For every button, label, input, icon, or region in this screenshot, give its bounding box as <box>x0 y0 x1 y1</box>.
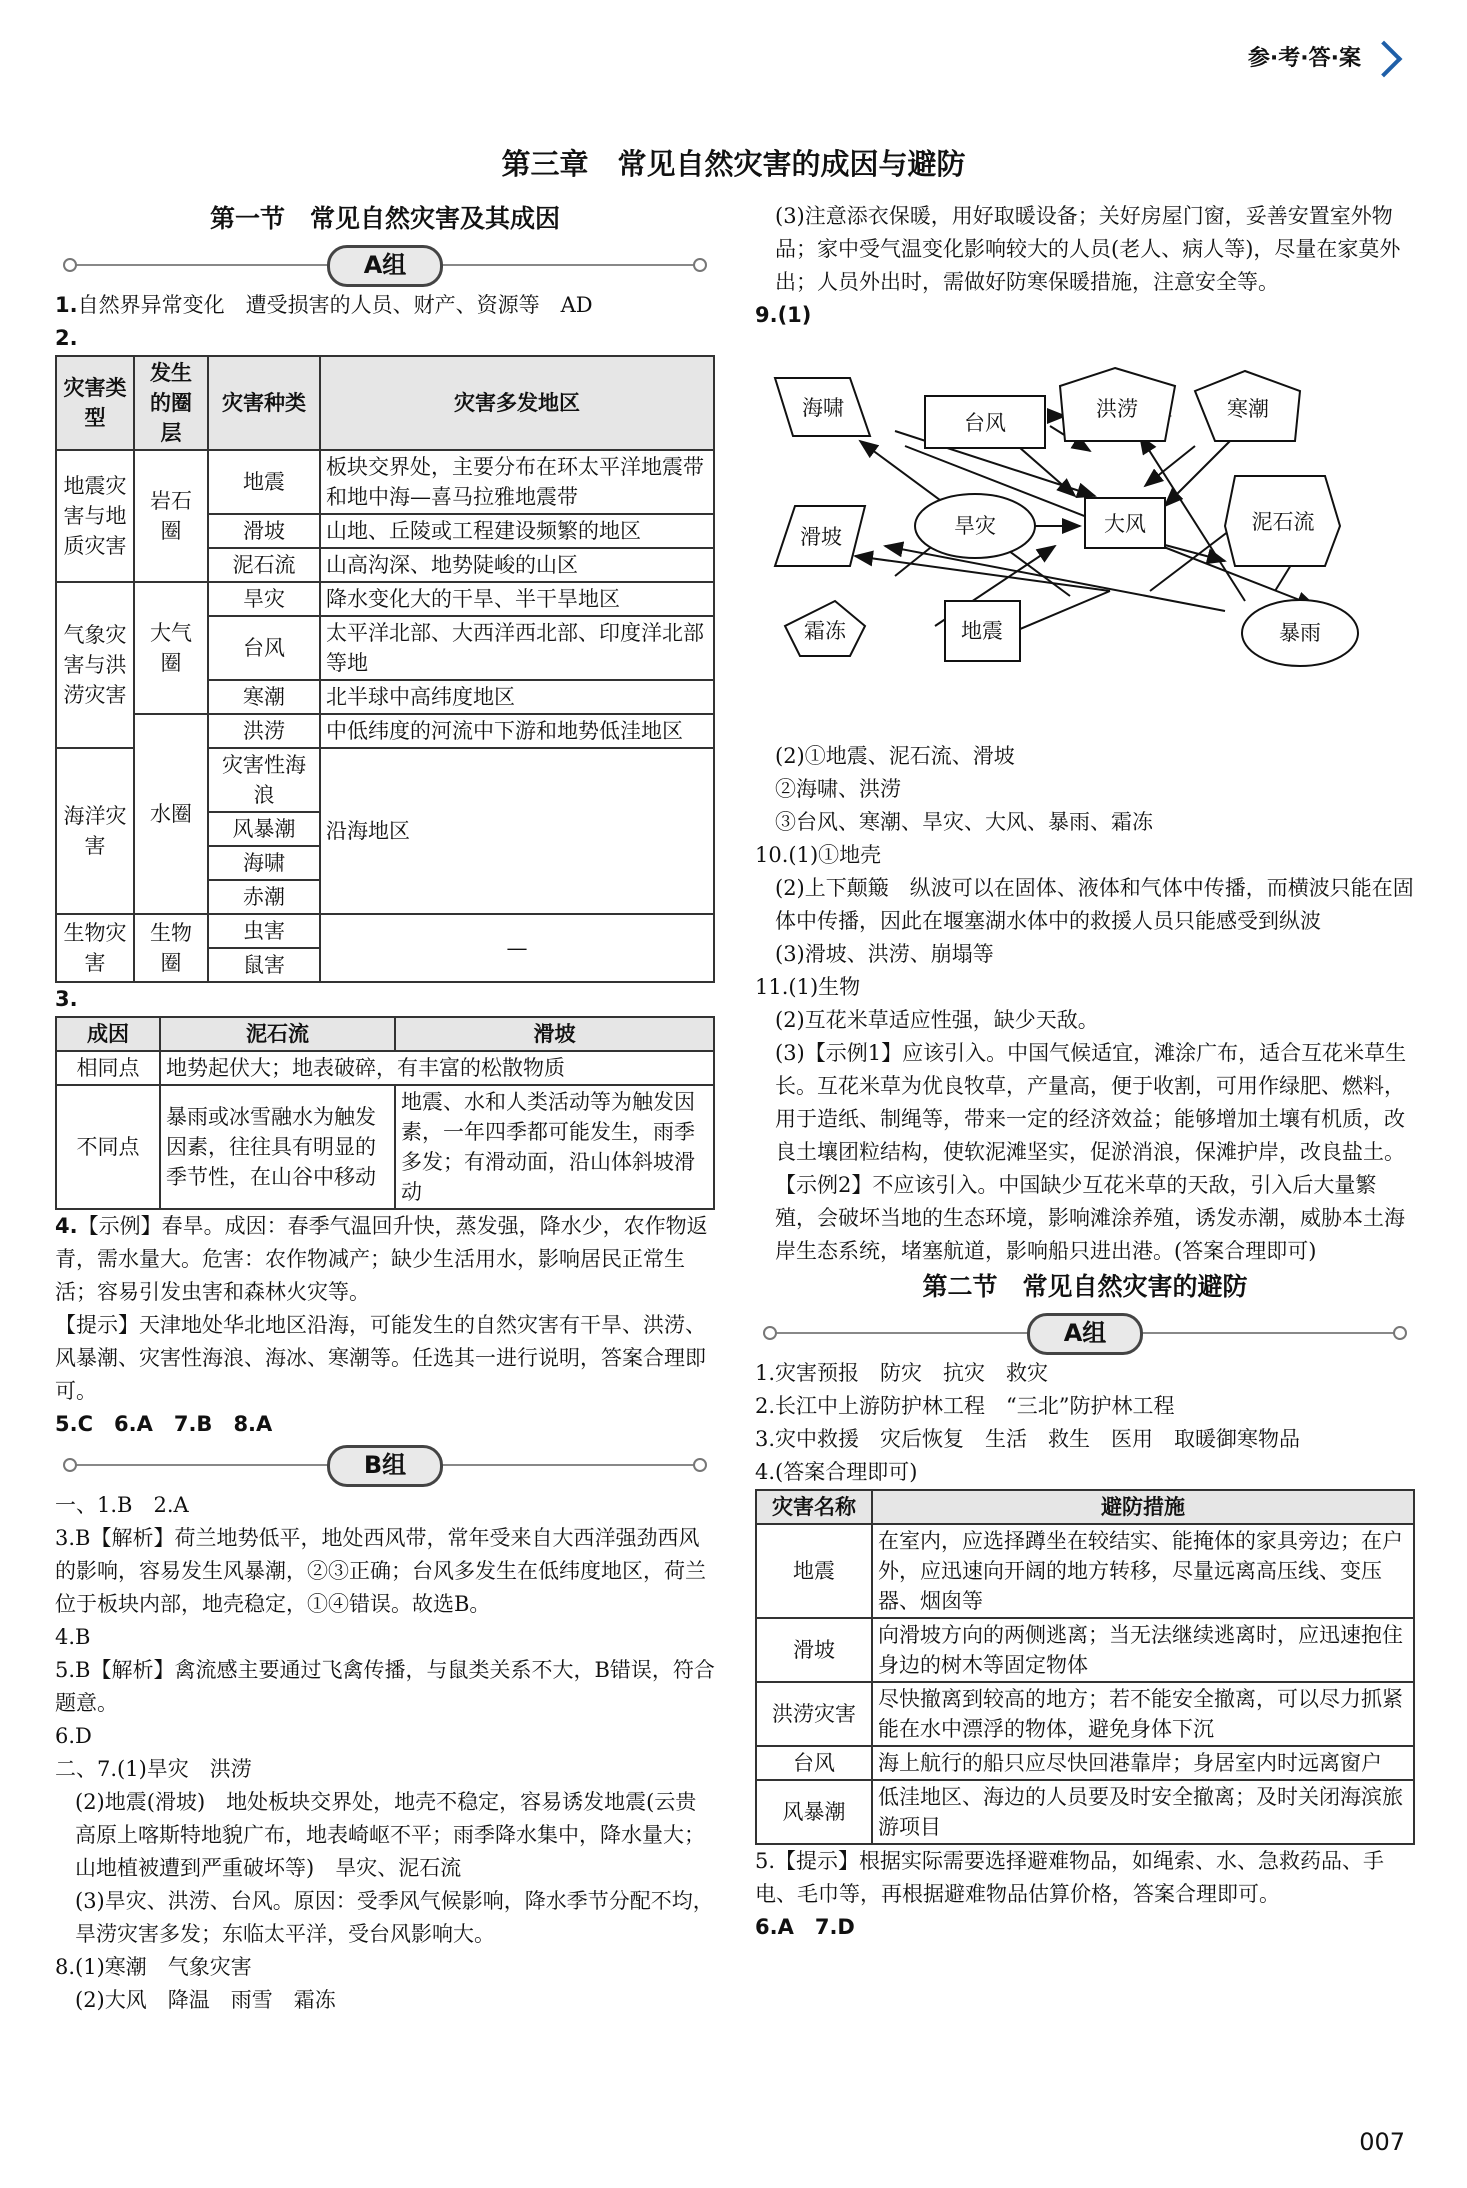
answer-2-label: 2. <box>55 326 78 350</box>
diagram-arrow <box>855 556 1110 591</box>
answer-b5: 5.B【解析】禽流感主要通过飞禽传播，与鼠类关系不大，B错误，符合题意。 <box>55 1658 715 1715</box>
answer-4-hint: 【提示】天津地处华北地区沿海，可能发生的自然灾害有干旱、洪涝、风暴潮、灾害性海浪、海冰、寒潮等。任选其一进行说明，答案合理即可。 <box>55 1313 706 1403</box>
table-cell: 海上航行的船只应尽快回港靠岸；身居室内时远离窗户 <box>872 1746 1414 1780</box>
table-cell: 寒潮 <box>208 680 320 714</box>
table-cell: 岩石圈 <box>134 450 208 582</box>
table-header: 成因 <box>56 1017 160 1051</box>
table-cell: 在室内，应选择蹲坐在较结实、能掩体的家具旁边；在户外，应迅速向开阔的地方转移，尽量远离高压线、变压器、烟囱等 <box>872 1524 1414 1618</box>
table-cell: 气象灾害与洪涝灾害 <box>56 582 134 748</box>
divider-dot <box>693 258 707 272</box>
answer-3-label: 3. <box>55 987 78 1011</box>
table-cell: 地震灾害与地质灾害 <box>56 450 134 582</box>
diagram-node-label: 台风 <box>964 411 1006 435</box>
table-cell: 山高沟深、地势陡峻的山区 <box>320 548 714 582</box>
answer-5-8: 5.C 6.A 7.B 8.A <box>55 1412 273 1436</box>
divider-dot <box>763 1326 777 1340</box>
diagram-node-label: 暴雨 <box>1279 621 1321 645</box>
answer-b6: 6.D <box>55 1724 92 1748</box>
diagram-node-label: 地震 <box>961 619 1003 643</box>
table-cell: 海啸 <box>208 846 320 880</box>
table-cell: 灾害性海浪 <box>208 748 320 812</box>
answer-b7-2: (2)地震(滑坡) 地处板块交界处，地壳不稳定，容易诱发地震(云贵高原上喀斯特地貌广布，地表崎岖不平；雨季降水集中，降水量大；山地植被遭到严重破坏等) 旱灾、泥石流 <box>75 1790 705 1880</box>
table-cell: 相同点 <box>56 1051 160 1085</box>
answer-b1: 一、1.B 2.A <box>55 1493 189 1517</box>
group-a-label: A组 <box>327 245 443 287</box>
table-cell: 泥石流 <box>208 548 320 582</box>
table-cell: — <box>320 914 714 982</box>
diagram-node-label: 洪涝 <box>1096 397 1138 421</box>
answer-4: 4.【示例】春旱。成因：春季气温回升快，蒸发强，降水少，农作物返青，需水量大。危害：农作物减产；缺少生活用水，影响居民正常生活；容易引发虫害和森林火灾等。 <box>55 1214 708 1304</box>
group-b-label: B组 <box>327 1445 443 1487</box>
answer-s2-1: 1.灾害预报 防灾 抗灾 救灾 <box>755 1361 1049 1385</box>
answer-9-2b: ②海啸、洪涝 <box>775 777 901 801</box>
table-cell: 降水变化大的干旱、半干旱地区 <box>320 582 714 616</box>
right-column <box>755 200 1415 1944</box>
diagram-node-label: 海啸 <box>802 396 844 420</box>
table-cell: 山地、丘陵或工程建设频繁的地区 <box>320 514 714 548</box>
table-cell: 暴雨或冰雪融水为触发因素，往往具有明显的季节性，在山谷中移动 <box>160 1085 395 1209</box>
answer-11-2: (2)互花米草适应性强，缺少天敌。 <box>775 1008 1099 1032</box>
table-cell: 地势起伏大；地表破碎，有丰富的松散物质 <box>160 1051 714 1085</box>
disaster-table <box>55 355 715 983</box>
section-2-title: 第二节 常见自然灾害的避防 <box>922 1272 1248 1301</box>
group-a2-label: A组 <box>1027 1313 1143 1355</box>
avoidance-table <box>755 1489 1415 1845</box>
answer-s2-2: 2.长江中上游防护林工程 “三北”防护林工程 <box>755 1394 1175 1418</box>
header-tag <box>1248 42 1397 75</box>
table-header: 灾害种类 <box>208 356 320 450</box>
chapter-title: 第三章 常见自然灾害的成因与避防 <box>501 147 966 181</box>
answer-s2-3: 3.灾中救援 灾后恢复 生活 救生 医用 取暖御寒物品 <box>755 1427 1301 1451</box>
table-cell: 板块交界处，主要分布在环太平洋地震带和地中海—喜马拉雅地震带 <box>320 450 714 514</box>
answer-s2-4: 4.(答案合理即可) <box>755 1460 918 1484</box>
table-cell: 滑坡 <box>208 514 320 548</box>
table-header: 滑坡 <box>395 1017 714 1051</box>
divider-dot <box>63 258 77 272</box>
diagram-node-label: 泥石流 <box>1251 510 1315 534</box>
table-header: 灾害名称 <box>756 1490 872 1524</box>
divider-dot <box>693 1458 707 1472</box>
answer-b4: 4.B <box>55 1625 91 1649</box>
table-cell: 滑坡 <box>756 1618 872 1682</box>
table-cell: 旱灾 <box>208 582 320 616</box>
table-cell: 赤潮 <box>208 880 320 914</box>
diagram-node-label: 大风 <box>1104 512 1146 536</box>
answer-9-2a: (2)①地震、泥石流、滑坡 <box>775 744 1015 768</box>
table-cell: 北半球中高纬度地区 <box>320 680 714 714</box>
answer-1: 1.自然界异常变化 遭受损害的人员、财产、资源等 AD <box>55 293 593 317</box>
answer-s2-5: 5.【提示】根据实际需要选择避难物品，如绳索、水、急救药品、手电、毛巾等，再根据避难物品估算价格，答案合理即可。 <box>755 1849 1385 1906</box>
left-column <box>55 200 715 2017</box>
answer-b7-3: (3)旱灾、洪涝、台风。原因：受季风气候影响，降水季节分配不均，旱涝灾害多发；东临太平洋，受台风影响大。 <box>75 1889 714 1946</box>
table-cell: 鼠害 <box>208 948 320 982</box>
comparison-table <box>55 1016 715 1210</box>
group-a2-bar <box>755 1309 1415 1355</box>
table-cell: 洪涝 <box>208 714 320 748</box>
table-cell: 大气圈 <box>134 582 208 714</box>
answer-11-3: (3)【示例1】应该引入。中国气候适宜，滩涂广布，适合互花米草生长。互花米草为优良牧草，产量高，便于收割，可用作绿肥、燃料，用于造纸、制绳等，带来一定的经济效益；能够增加土壤有机质，改良土壤团粒结构，使软泥滩坚实，促淤消浪，保滩护岸，改良盐土。【示例2】不应该引入。中国缺少互花米草的天敌，引入后大量繁殖，会破坏当地的生态环境，影响滩涂养殖，诱发赤潮，威胁本土海岸生态系统，堵塞航道，影响船只进出港。(答案合理即可) <box>775 1041 1407 1263</box>
table-header: 泥石流 <box>160 1017 395 1051</box>
answer-b8-3: (3)注意添衣保暖，用好取暖设备；关好房屋门窗，妥善安置室外物品；家中受气温变化影响较大的人员(老人、病人等)，尽量在家莫外出；人员外出时，需做好防寒保暖措施，注意安全等。 <box>775 204 1401 294</box>
disaster-chain-diagram <box>755 336 1415 736</box>
group-a-bar <box>55 241 715 287</box>
table-cell: 向滑坡方向的两侧逃离；当无法继续逃离时，应迅速抱住身边的树木等固定物体 <box>872 1618 1414 1682</box>
divider-dot <box>1393 1326 1407 1340</box>
table-cell: 台风 <box>208 616 320 680</box>
table-header: 灾害类型 <box>56 356 134 450</box>
section-1-title: 第一节 常见自然灾害及其成因 <box>209 204 560 233</box>
answer-9-label: 9.(1) <box>755 303 812 327</box>
answer-b8-2: (2)大风 降温 雨雪 霜冻 <box>75 1988 336 2012</box>
answer-b8-1: 8.(1)寒潮 气象灾害 <box>55 1955 252 1979</box>
table-cell: 海洋灾害 <box>56 748 134 914</box>
answer-b3: 3.B【解析】荷兰地势低平，地处西风带，常年受来自大西洋强劲西风的影响，容易发生风暴潮，②③正确；台风多发生在低纬度地区，荷兰位于板块内部，地壳稳定，①④错误。故选B。 <box>55 1526 706 1616</box>
divider-dot <box>63 1458 77 1472</box>
answer-s2-6-7: 6.A 7.D <box>755 1915 855 1939</box>
diagram-node-label: 旱灾 <box>954 514 996 538</box>
answer-11-1: 11.(1)生物 <box>755 975 861 999</box>
table-header: 灾害多发地区 <box>320 356 714 450</box>
answer-9-2c: ③台风、寒潮、旱灾、大风、暴雨、霜冻 <box>775 810 1153 834</box>
table-header: 发生的圈层 <box>134 356 208 450</box>
table-cell: 尽快撤离到较高的地方；若不能安全撤离，可以尽力抓紧能在水中漂浮的物体，避免身体下沉 <box>872 1682 1414 1746</box>
table-cell: 沿海地区 <box>320 748 714 914</box>
diagram-arrow <box>885 546 1225 611</box>
table-cell: 地震、水和人类活动等为触发因素，一年四季都可能发生，雨季多发；有滑动面，沿山体斜坡滑动 <box>395 1085 714 1209</box>
table-cell: 太平洋北部、大西洋西北部、印度洋北部等地 <box>320 616 714 680</box>
table-cell: 生物圈 <box>134 914 208 982</box>
chevron-right-icon <box>1366 40 1403 77</box>
header-tag-text: 参·考·答·案 <box>1247 46 1361 71</box>
table-cell: 低洼地区、海边的人员要及时安全撤离；及时关闭海滨旅游项目 <box>872 1780 1414 1844</box>
diagram-node-label: 寒潮 <box>1227 397 1269 421</box>
answer-10-1: 10.(1)①地壳 <box>755 843 882 867</box>
answer-10-3: (3)滑坡、洪涝、崩塌等 <box>775 942 994 966</box>
table-cell: 水圈 <box>134 714 208 914</box>
table-cell: 地震 <box>208 450 320 514</box>
diagram-arrow <box>1145 446 1195 486</box>
table-cell: 不同点 <box>56 1085 160 1209</box>
group-b-bar <box>55 1441 715 1487</box>
page-number: 007 <box>1359 2128 1405 2156</box>
table-cell: 生物灾害 <box>56 914 134 982</box>
table-cell: 台风 <box>756 1746 872 1780</box>
table-cell: 洪涝灾害 <box>756 1682 872 1746</box>
diagram-node-label: 滑坡 <box>800 525 842 549</box>
table-cell: 虫害 <box>208 914 320 948</box>
table-cell: 风暴潮 <box>756 1780 872 1844</box>
answer-b7-1: 二、7.(1)旱灾 洪涝 <box>55 1757 252 1781</box>
table-cell: 中低纬度的河流中下游和地势低洼地区 <box>320 714 714 748</box>
table-cell: 风暴潮 <box>208 812 320 846</box>
table-cell: 地震 <box>756 1524 872 1618</box>
diagram-node-label: 霜冻 <box>804 619 846 643</box>
answer-10-2: (2)上下颠簸 纵波可以在固体、液体和气体中传播，而横波只能在固体中传播，因此在堰塞湖水体中的救援人员只能感受到纵波 <box>775 876 1414 933</box>
table-header: 避防措施 <box>872 1490 1414 1524</box>
